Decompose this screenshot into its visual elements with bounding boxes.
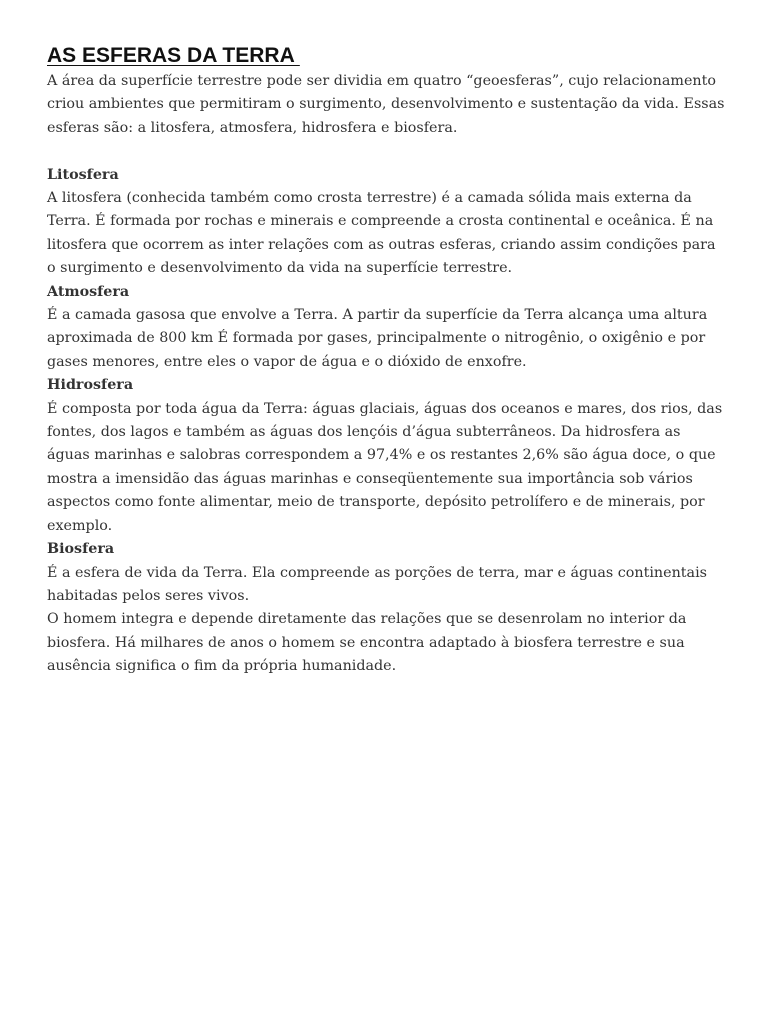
section-paragraph-hidrosfera: É composta por toda água da Terra: águas glaciais, águas dos oceanos e mares, dos rios, das fontes, dos lagos e também as águas dos lençóis d’água subterrâneos. Da hidrosfera as águas marinhas e salobras correspondem a 97,4% e os restantes 2,6% são água doce, o que mostra a imensidão das águas marinhas e conseqüentemente sua importância sob vários aspectos como fonte alimentar, meio de transporte, depósito petrolífero e de minerais, por exemplo. <box>47 400 723 534</box>
section-heading-atmosfera: Atmosfera <box>47 283 130 300</box>
section-heading-hidrosfera: Hidrosfera <box>47 377 134 394</box>
intro-paragraph: A área da superfície terrestre pode ser dividia em quatro “geoesferas”, cujo relacionamento criou ambientes que permitiram o surgimento, desenvolvimento e sustentação da vida. Essas esferas são: a litosfera, atmosfera, hidrosfera e biosfera. <box>47 73 725 136</box>
section-heading-litosfera: Litosfera <box>47 166 119 183</box>
document-title: AS ESFERAS DA TERRA <box>47 44 300 67</box>
section-paragraph-atmosfera: É a camada gasosa que envolve a Terra. A partir da superfície da Terra alcança uma altura aproximada de 800 km É formada por gases, principalmente o nitrogênio, o oxigênio e por gases menores, entre eles o vapor de água e o dióxido de enxofre. <box>47 307 708 370</box>
document-page <box>47 42 727 679</box>
section-paragraph-biosfera-1: É a esfera de vida da Terra. Ela compreende as porções de terra, mar e águas continentais habitadas pelos seres vivos. <box>47 564 707 604</box>
section-heading-biosfera: Biosfera <box>47 541 115 558</box>
section-paragraph-biosfera-2: O homem integra e depende diretamente das relações que se desenrolam no interior da biosfera. Há milhares de anos o homem se encontra adaptado à biosfera terrestre e sua ausência significa o fim da própria humanidade. <box>47 611 687 675</box>
paragraph-spacer <box>47 140 727 163</box>
section-paragraph-litosfera: A litosfera (conhecida também como crosta terrestre) é a camada sólida mais externa da Terra. É formada por rochas e minerais e compreende a crosta continental e oceânica. É na litosfera que ocorrem as inter relações com as outras esferas, criando assim condições para o surgimento e desenvolvimento da vida na superfície terrestre. <box>47 190 716 277</box>
